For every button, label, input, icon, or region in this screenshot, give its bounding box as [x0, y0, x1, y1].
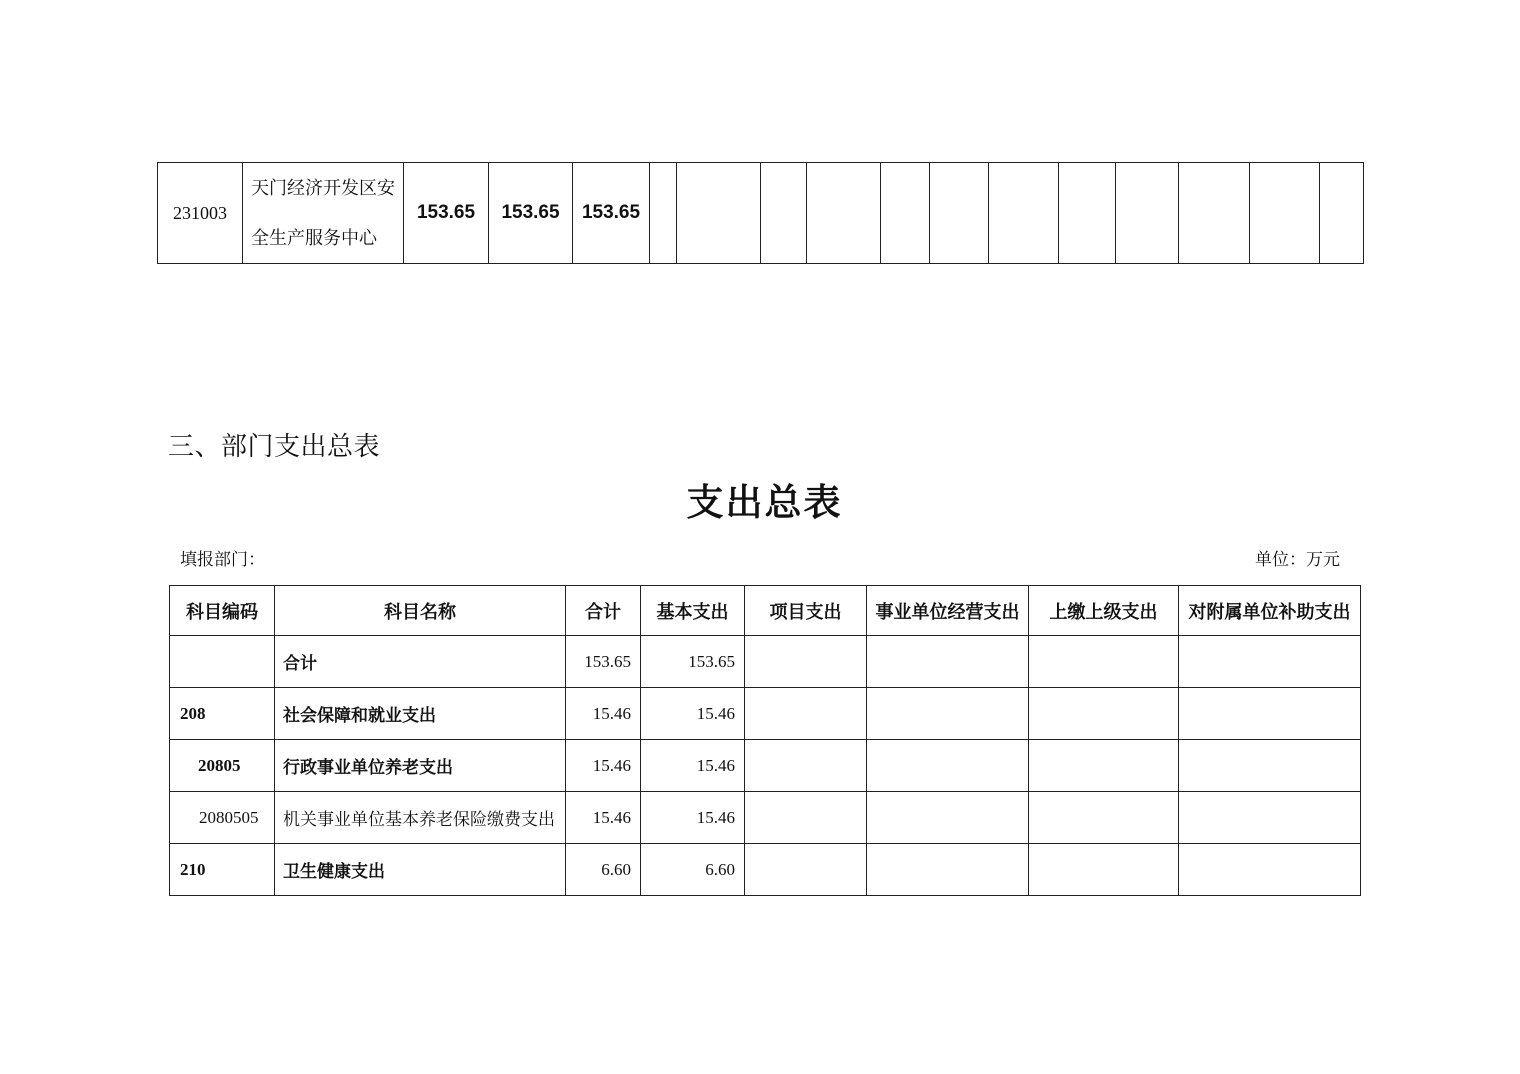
empty-cell [867, 792, 1029, 844]
empty-cell [1029, 688, 1179, 740]
empty-cell [989, 163, 1059, 264]
column-header: 对附属单位补助支出 [1179, 586, 1361, 636]
empty-cell [1250, 163, 1320, 264]
amount-cell: 15.46 [641, 740, 745, 792]
empty-cell [1029, 740, 1179, 792]
column-header: 基本支出 [641, 586, 745, 636]
empty-cell [1179, 740, 1361, 792]
column-header: 科目编码 [170, 586, 275, 636]
subject-name-cell: 卫生健康支出 [275, 844, 566, 896]
empty-cell [881, 163, 930, 264]
empty-cell [1029, 792, 1179, 844]
empty-cell [677, 163, 761, 264]
empty-cell [1179, 688, 1361, 740]
empty-cell [745, 792, 867, 844]
subject-name-cell: 机关事业单位基本养老保险缴费支出 [275, 792, 566, 844]
amount-cell: 153.65 [641, 636, 745, 688]
empty-cell [1116, 163, 1179, 264]
amount-cell: 153.65 [404, 163, 489, 264]
subject-name-cell: 行政事业单位养老支出 [275, 740, 566, 792]
column-header: 科目名称 [275, 586, 566, 636]
empty-cell [745, 636, 867, 688]
amount-cell: 15.46 [641, 792, 745, 844]
empty-cell [1029, 844, 1179, 896]
amount-cell: 15.46 [566, 792, 641, 844]
empty-cell [1320, 163, 1364, 264]
form-labels-row [169, 549, 1360, 571]
unit-label: 单位：万元 [1255, 550, 1340, 569]
empty-cell [745, 688, 867, 740]
amount-cell: 6.60 [641, 844, 745, 896]
subject-code-cell: 210 [170, 844, 275, 896]
subject-code-cell: 208 [170, 688, 275, 740]
top-summary-table-fragment [157, 162, 1364, 264]
amount-cell: 15.46 [566, 688, 641, 740]
table-row [170, 844, 1361, 896]
table-row [170, 688, 1361, 740]
column-header: 项目支出 [745, 586, 867, 636]
org-name-cell: 天门经济开发区安全生产服务中心 [243, 163, 404, 264]
empty-cell [650, 163, 677, 264]
empty-cell [1059, 163, 1116, 264]
table-row [170, 792, 1361, 844]
subject-code-cell [170, 636, 275, 688]
subject-code-cell: 20805 [170, 740, 275, 792]
table-row [170, 740, 1361, 792]
column-header: 合计 [566, 586, 641, 636]
column-header: 事业单位经营支出 [867, 586, 1029, 636]
empty-cell [1179, 636, 1361, 688]
reporting-dept-label: 填报部门： [180, 550, 265, 569]
header-row [170, 586, 1361, 636]
subject-code-cell: 2080505 [170, 792, 275, 844]
empty-cell [1179, 792, 1361, 844]
empty-cell [1179, 163, 1250, 264]
empty-cell [867, 688, 1029, 740]
empty-cell [745, 844, 867, 896]
empty-cell [807, 163, 881, 264]
amount-cell: 153.65 [566, 636, 641, 688]
empty-cell [867, 636, 1029, 688]
amount-cell: 15.46 [641, 688, 745, 740]
column-header: 上缴上级支出 [1029, 586, 1179, 636]
empty-cell [1029, 636, 1179, 688]
subject-name-cell: 合计 [275, 636, 566, 688]
empty-cell [867, 740, 1029, 792]
table-title: 支出总表 [686, 483, 843, 524]
amount-cell: 153.65 [489, 163, 573, 264]
empty-cell [1179, 844, 1361, 896]
table-row [170, 636, 1361, 688]
org-code-cell: 231003 [158, 163, 243, 264]
amount-cell: 15.46 [566, 740, 641, 792]
empty-cell [745, 740, 867, 792]
org-row [158, 163, 1364, 264]
amount-cell: 6.60 [566, 844, 641, 896]
empty-cell [867, 844, 1029, 896]
empty-cell [930, 163, 989, 264]
expenditure-summary-table [169, 585, 1361, 896]
section-heading: 三、部门支出总表 [168, 432, 381, 461]
amount-cell: 153.65 [573, 163, 650, 264]
empty-cell [761, 163, 807, 264]
subject-name-cell: 社会保障和就业支出 [275, 688, 566, 740]
